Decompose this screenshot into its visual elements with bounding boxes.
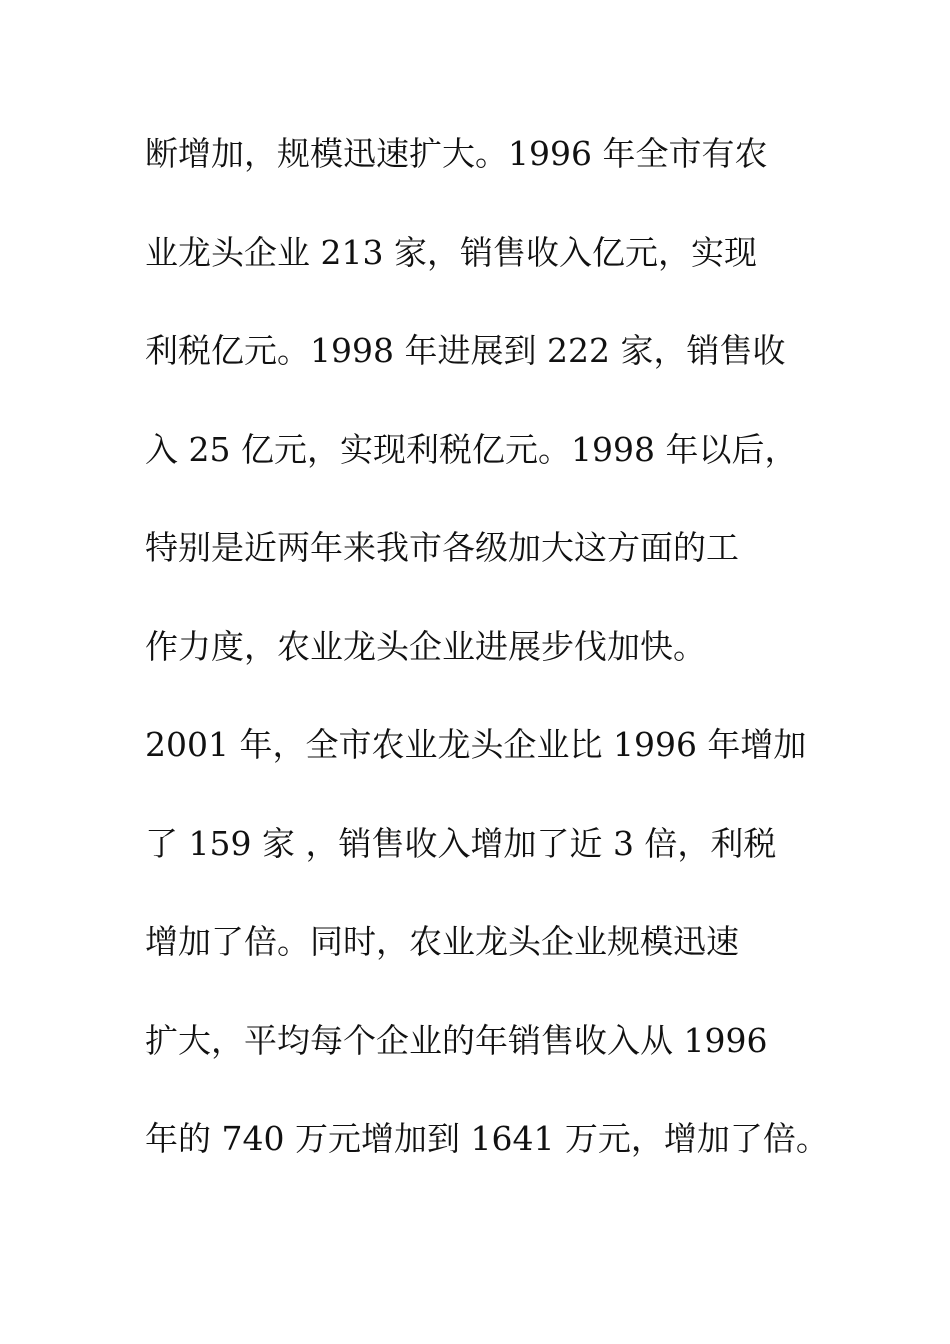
text-line: 利税亿元。1998 年进展到 222 家，销售收 xyxy=(145,331,786,370)
text-line: 特别是近两年来我市各级加大这方面的工 xyxy=(145,528,739,567)
text-line: 增加了倍。同时，农业龙头企业规模迅速 xyxy=(145,922,739,961)
text-line: 入 25 亿元，实现利税亿元。1998 年以后， xyxy=(145,429,798,469)
text-line: 年的 740 万元增加到 1641 万元，增加了倍。 xyxy=(145,1119,829,1158)
text-line: 业龙头企业 213 家，销售收入亿元，实现 xyxy=(145,232,757,272)
text-line: 断增加，规模迅速扩大。1996 年全市有农 xyxy=(145,134,768,173)
text-line: 了 159 家 ，销售收入增加了近 3 倍，利税 xyxy=(145,823,777,863)
text-line: 作力度，农业龙头企业进展步伐加快。 xyxy=(145,626,706,666)
text-line: 扩大，平均每个企业的年销售收入从 1996 xyxy=(145,1020,768,1060)
text-line: 2001 年，全市农业龙头企业比 1996 年增加 xyxy=(145,725,807,764)
body-text xyxy=(145,126,829,1210)
